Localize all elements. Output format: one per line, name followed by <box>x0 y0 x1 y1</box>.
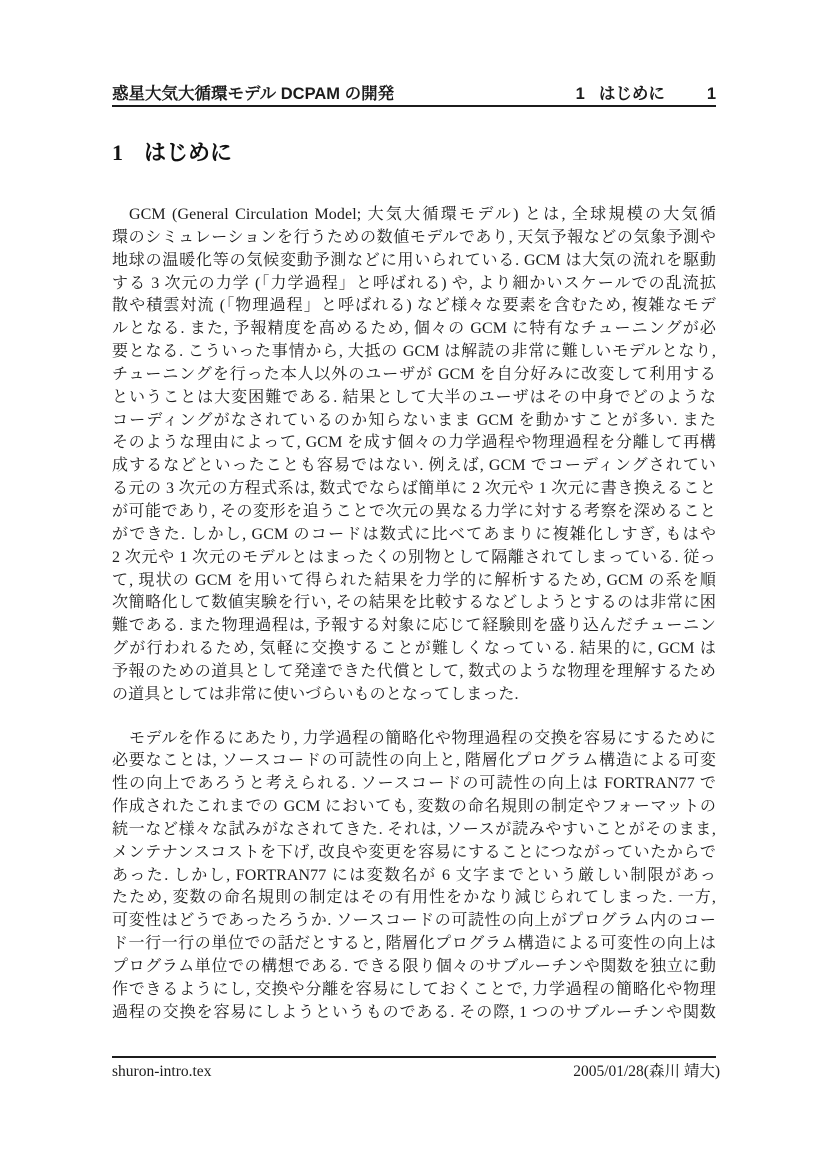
text-line: 作できるようにし, 交換や分離を容易にしておくことで, 力学過程の簡略化や物理 <box>112 980 716 998</box>
text-line: 環のシミュレーションを行うための数値モデルであり, 天気予報などの気象予測や <box>112 228 716 246</box>
text-line: ができた. しかし, GCM のコードは数式に比べてあまりに複雑化しすぎ, もはや <box>112 525 716 543</box>
footer-filename: shuron-intro.tex <box>112 1063 212 1080</box>
text-line: コーディングがなされているのか知らないまま GCM を動かすことが多い. また <box>112 411 716 429</box>
section-number: 1 <box>112 140 123 165</box>
text-line: グが行われるため, 気軽に交換することが難しくなっている. 結果的に, GCM は <box>112 640 716 658</box>
text-line: プログラム単位での構想である. できる限り個々のサブルーチンや関数を独立に動 <box>112 958 716 975</box>
text-line: て, 現状の GCM を用いて得られた結果を力学的に解析するため, GCM の系を順 <box>112 571 716 589</box>
text-line: する 3 次元の力学 (「力学過程」と呼ばれる) や, より細かいスケールでの乱流拡 <box>112 274 716 292</box>
text-line: ド一行一行の単位での話だとすると, 階層化プログラム構造による可変性の向上は <box>112 935 716 953</box>
running-title: 惑星大気大循環モデル DCPAM の開発 <box>112 85 395 103</box>
text-line: 散や積雲対流 (「物理過程」と呼ばれる) など様々な要素を含むため, 複雑なモデ <box>112 297 716 315</box>
text-line: 難である. また物理過程は, 予報する対象に応じて経験則を盛り込んだチューニン <box>112 617 716 635</box>
text-line: 必要なことは, ソースコードの可読性の向上と, 階層化プログラム構造による可変 <box>112 752 716 770</box>
text-line: メンテナンスコストを下げ, 改良や変更を容易にすることにつながっていたからで <box>112 843 716 861</box>
text-line: 2 次元や 1 次元のモデルとはまったくの別物として隔離されてしまっている. 従っ <box>112 548 716 566</box>
text-line: あった. しかし, FORTRAN77 には変数名が 6 文字までという厳しい制限があっ <box>112 866 716 884</box>
text-line: 可変性はどうであったろうか. ソースコードの可読性の向上がプログラム内のコー <box>112 912 716 930</box>
text-line: モデルを作るにあたり, 力学過程の簡略化や物理過程の交換を容易にするために <box>129 729 716 747</box>
text-line: 作成されたこれまでの GCM においても, 変数の命名規則の制定やフォーマットの <box>112 798 716 816</box>
text-line: が可能であり, その変形を追うことで次元の異なる力学に対する考察を深めること <box>112 502 716 520</box>
text-line: 要となる. こういった事情から, 大抵の GCM は解読の非常に難しいモデルとなり, <box>112 343 716 361</box>
paragraph <box>112 204 716 707</box>
text-line: 性の向上であろうと考えられる. ソースコードの可読性の向上は FORTRAN77 で <box>112 775 716 793</box>
text-line: 過程の交換を容易にしようというものである. その際, 1 つのサブルーチンや関数 <box>112 1003 716 1021</box>
paragraph <box>112 728 716 1025</box>
text-line: GCM (General Circulation Model; 大気大循環モデル) とは, 全球規模の大気循 <box>129 206 716 223</box>
text-line: 予報のための道具として発達できた代償として, 数式のような物理を理解するため <box>112 662 716 680</box>
text-line: の道具としては非常に使いづらいものとなってしまった. <box>112 685 519 703</box>
body-text <box>112 204 716 1025</box>
text-line: 統一など様々な試みがなされてきた. それは, ソースが読みやすいことがそのまま, <box>112 820 716 838</box>
text-line: 地球の温暖化等の気候変動予測などに用いられている. GCM は大気の流れを駆動 <box>112 251 716 269</box>
section-title: はじめに <box>144 140 233 165</box>
running-section-number: 1 <box>575 85 585 103</box>
text-line: 次簡略化して数値実験を行い, その結果を比較するなどしようとするのは非常に困 <box>112 594 716 612</box>
running-section-title: はじめに <box>598 85 665 103</box>
text-line: 成するなどといったことも容易ではない. 例えば, GCM でコーディングされてい <box>112 457 716 475</box>
text-line: そのような理由によって, GCM を成す個々の力学過程や物理過程を分離して再構 <box>112 434 716 452</box>
section-heading <box>112 136 232 167</box>
text-line: ということは大変困難である. 結果として大半のユーザはその中身でどのような <box>112 388 716 406</box>
page-number: 1 <box>706 85 716 103</box>
page-footer <box>112 1062 720 1082</box>
text-line: る元の 3 次元の方程式系は, 数式でならば簡単に 2 次元や 1 次元に書き換えること <box>112 480 716 498</box>
running-section-area <box>576 84 716 104</box>
text-line: チューニングを行った本人以外のユーザが GCM を自分好みに改変して利用する <box>112 365 716 383</box>
text-line: ルとなる. また, 予報精度を高めるため, 個々の GCM に特有なチューニングが必 <box>112 320 716 338</box>
header-rule <box>112 105 716 107</box>
footer-date-author: 2005/01/28(森川 靖大) <box>573 1063 720 1080</box>
page-header <box>112 84 716 104</box>
footer-rule <box>112 1056 716 1058</box>
text-line: たため, 変数の命名規則の制定はその有用性をかなり減じられてしまった. 一方, <box>112 889 716 907</box>
